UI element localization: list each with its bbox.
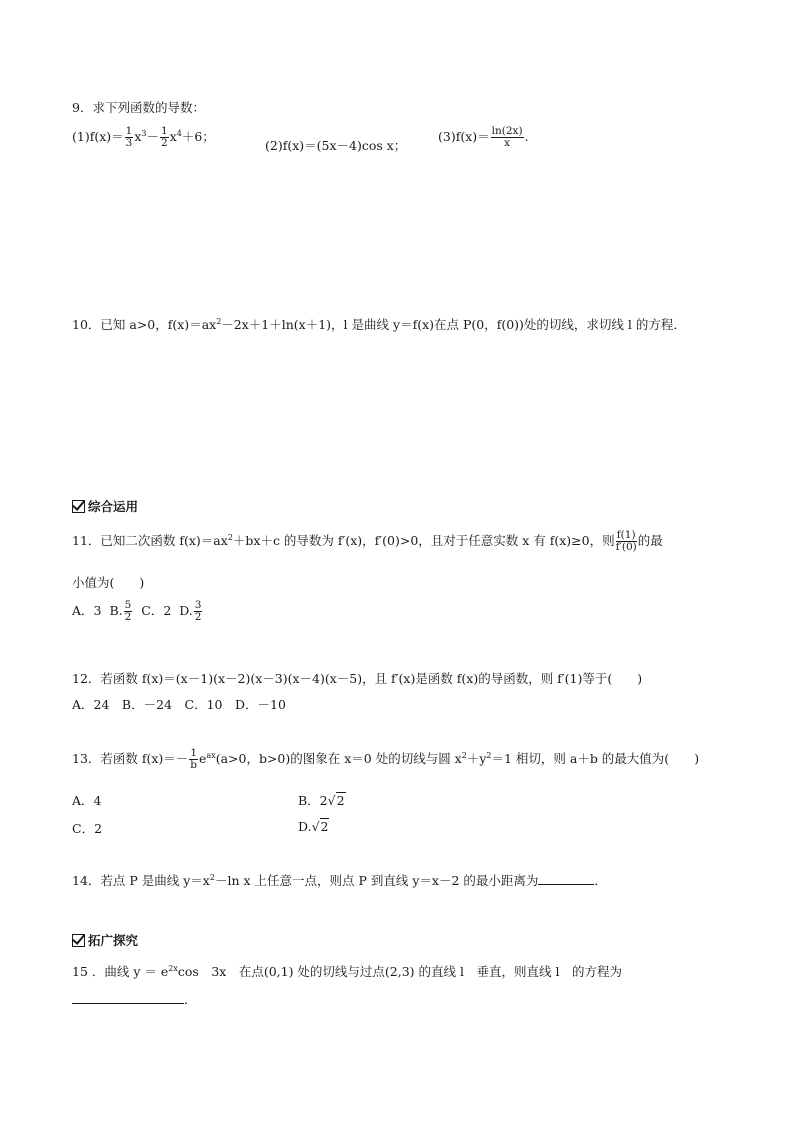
q12-stem: 12．若函数 f(x)＝(x－1)(x－2)(x－3)(x－4)(x－5)，且 f′(x)是函数 f(x)的导函数，则 f′(1)等于( ): [72, 671, 643, 686]
answer-blank[interactable]: [72, 991, 184, 1004]
fraction: $\frac{3}{2}$: [194, 599, 202, 624]
q9-part1: (1)f(x)＝ $\frac{1}{3}$ $x^3-$ $\frac{1}{2}$ $x^4+6$；: [72, 125, 215, 150]
section-heading-comprehensive: 综合运用: [72, 497, 138, 515]
q11-text: 11．已知二次函数 $f(x)=ax^2+bx+c$ 的导数为 f′(x)，f′(0)>0，且对于任意实数 x 有 f(x)≥0，则 $\frac{f(1)}{f'(0)}$ 的最: [72, 529, 663, 554]
q13-optB: B．2√2: [298, 793, 345, 808]
fraction: $\frac{1}{3}$: [125, 125, 133, 150]
q9-parts: [72, 126, 215, 149]
q13-text: 13．若函数 f(x)＝－ $\frac{1}{b}$ $e^{ax}(a>0$，b>0)的图象在 x＝0 处的切线与圆 $x^2+y^2=1$ 相切，则 a＋b 的最大值为( ): [72, 747, 700, 772]
q12-options: A．24 B．－24 C．10 D．－10: [72, 697, 286, 712]
fraction: $\frac{f(1)}{f'(0)}$: [615, 529, 637, 554]
q15-text: 15 ．曲线 $y = e^{2x}\cos$ 3x 在点(0,1) 处的切线与过点(2,3) 的直线 l 垂直，则直线 l 的方程为: [72, 963, 622, 979]
sqrt-symbol: √2: [327, 793, 345, 808]
q11-options: A．3 B. $\frac{5}{2}$ C．2 D. $\frac{3}{2}$: [72, 599, 202, 624]
q15-line2: ．: [72, 990, 197, 1008]
q13-optD: D.√2: [298, 819, 329, 834]
q14-text: 14．若点 P 是曲线 $y=x^2-\ln$ x 上任意一点，则点 P 到直线 y＝x－2 的最小距离为 ．: [72, 872, 607, 888]
q9-part2: (2)f(x)＝(5x－4)cos x；: [265, 138, 407, 153]
q11-line2: 小值为( ): [72, 575, 145, 590]
sqrt-symbol: √2: [311, 819, 329, 834]
fraction: $\frac{1}{b}$: [190, 747, 198, 772]
q13-optA: A．4: [72, 793, 102, 808]
section-heading-extension: 拓广探究: [72, 931, 138, 949]
answer-blank[interactable]: [538, 872, 594, 885]
q13-optC: C．2: [72, 821, 103, 836]
q9-part3: (3)f(x)＝ $\frac{\ln(2x)}{x}$ .: [438, 125, 529, 150]
checkbox-icon: [72, 500, 85, 513]
fraction: $\frac{1}{2}$: [161, 125, 168, 150]
q9-stem: 9．求下列函数的导数：: [72, 100, 205, 115]
fraction: $\frac{5}{2}$: [124, 599, 132, 624]
checkbox-icon: [72, 934, 85, 947]
fraction: $\frac{\ln(2x)}{x}$: [491, 125, 523, 150]
q10-text: 10．已知 a>0，$f(x)=ax^2-2x+1+\ln(x+1)$，l 是曲线 y＝f(x)在点 P(0，f(0))处的切线，求切线 l 的方程．: [72, 316, 686, 332]
